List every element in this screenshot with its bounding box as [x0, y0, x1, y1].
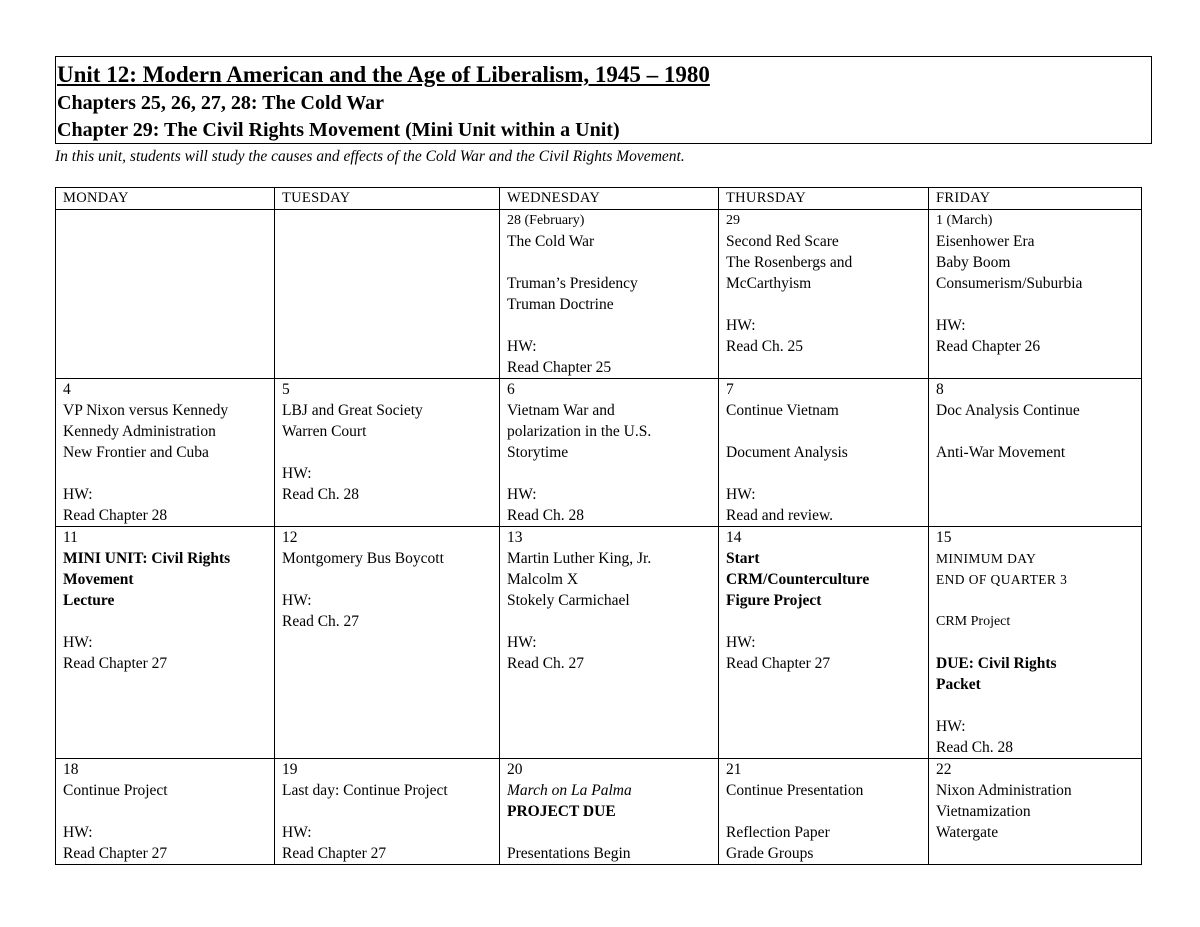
- cell-line: Doc Analysis Continue: [936, 402, 1080, 419]
- cell-line: HW:: [63, 634, 93, 651]
- calendar-week-row: [56, 759, 1142, 865]
- day-cell-monday: [56, 759, 275, 865]
- cell-line: Watergate: [936, 824, 999, 841]
- cell-line: HW:: [936, 718, 966, 735]
- day-number: 18: [63, 761, 79, 778]
- cell-line: Read Chapter 27: [63, 845, 168, 862]
- cell-line: HW:: [726, 317, 756, 334]
- cell-line: [726, 421, 928, 442]
- cell-line: [936, 421, 1141, 442]
- cell-line: [507, 822, 718, 843]
- day-cell-wednesday: [500, 527, 719, 759]
- cell-line: [936, 632, 1141, 653]
- calendar-header-row: [56, 188, 1142, 210]
- day-number: 12: [282, 529, 298, 546]
- cell-line: END OF QUARTER 3: [936, 572, 1068, 587]
- day-cell-wednesday: [500, 210, 719, 379]
- day-header-wednesday: WEDNESDAY: [500, 188, 719, 210]
- day-number: 22: [936, 761, 952, 778]
- day-number: 6: [507, 381, 515, 398]
- cell-line: Read Ch. 27: [282, 613, 360, 630]
- day-number: 11: [63, 529, 78, 546]
- cell-line: Baby Boom: [936, 254, 1011, 271]
- cell-line: HW:: [282, 592, 312, 609]
- cell-line: HW:: [936, 317, 966, 334]
- cell-line: Nixon Administration: [936, 782, 1072, 799]
- day-cell-thursday: [719, 527, 929, 759]
- cell-line: March on La Palma: [507, 782, 632, 799]
- day-header-friday: FRIDAY: [929, 188, 1142, 210]
- day-number: 14: [726, 529, 742, 546]
- cell-line: Read and review.: [726, 507, 834, 524]
- cell-line: Kennedy Administration: [63, 423, 216, 440]
- day-number: 29: [726, 213, 740, 228]
- day-cell-wednesday: [500, 759, 719, 865]
- cell-line: polarization in the U.S.: [507, 423, 652, 440]
- cell-line: [726, 801, 928, 822]
- cell-line: [936, 294, 1141, 315]
- cell-line: Last day: Continue Project: [282, 782, 448, 799]
- cell-line: Reflection Paper: [726, 824, 830, 841]
- day-cell-tuesday: [275, 379, 500, 527]
- cell-line: Anti-War Movement: [936, 444, 1066, 461]
- cell-line: [507, 252, 718, 273]
- day-cell-monday: [56, 527, 275, 759]
- day-cell-tuesday: [275, 759, 500, 865]
- unit-description: In this unit, students will study the causes and effects of the Cold War and the Civil Rights Movement.: [55, 148, 685, 165]
- cell-line: Read Ch. 28: [507, 507, 585, 524]
- cell-line: Read Chapter 27: [726, 655, 831, 672]
- cell-line: [936, 590, 1141, 611]
- cell-line: Stokely Carmichael: [507, 592, 630, 609]
- day-number: 20: [507, 761, 523, 778]
- cell-line: [507, 611, 718, 632]
- cell-line: PROJECT DUE: [507, 803, 616, 820]
- cell-line: Read Ch. 28: [282, 486, 360, 503]
- cell-line: Read Chapter 28: [63, 507, 168, 524]
- cell-line: HW:: [507, 486, 537, 503]
- day-number: 28 (February): [507, 213, 585, 228]
- day-header-thursday: THURSDAY: [719, 188, 929, 210]
- day-number: 19: [282, 761, 298, 778]
- cell-line: HW:: [507, 338, 537, 355]
- cell-line: Continue Project: [63, 782, 168, 799]
- cell-line: MINIMUM DAY: [936, 551, 1037, 566]
- cell-line: Martin Luther King, Jr.: [507, 550, 652, 567]
- day-number: 15: [936, 529, 952, 546]
- day-header-monday: MONDAY: [56, 188, 275, 210]
- day-cell-friday: [929, 210, 1142, 379]
- cell-line: Storytime: [507, 444, 569, 461]
- cell-line: MINI UNIT: Civil Rights: [63, 550, 231, 567]
- cell-line: HW:: [282, 824, 312, 841]
- cell-line: Presentations Begin: [507, 845, 631, 862]
- day-number: 1 (March): [936, 213, 993, 228]
- cell-line: Read Ch. 28: [936, 739, 1014, 756]
- cell-line: LBJ and Great Society: [282, 402, 423, 419]
- day-cell-tuesday: [275, 210, 500, 379]
- cell-line: [63, 611, 274, 632]
- cell-line: VP Nixon versus Kennedy: [63, 402, 229, 419]
- cell-line: New Frontier and Cuba: [63, 444, 209, 461]
- cell-line: Eisenhower Era: [936, 233, 1035, 250]
- cell-line: The Rosenbergs and: [726, 254, 853, 271]
- cell-line: Read Ch. 27: [507, 655, 585, 672]
- day-cell-thursday: [719, 759, 929, 865]
- cell-line: [282, 569, 499, 590]
- day-header-tuesday: TUESDAY: [275, 188, 500, 210]
- cell-line: Consumerism/Suburbia: [936, 275, 1083, 292]
- cell-line: The Cold War: [507, 233, 595, 250]
- day-number: 7: [726, 381, 734, 398]
- cell-line: [63, 463, 274, 484]
- cell-line: [507, 463, 718, 484]
- cell-line: CRM Project: [936, 614, 1011, 629]
- cell-line: Second Red Scare: [726, 233, 839, 250]
- cell-line: Read Chapter 26: [936, 338, 1041, 355]
- cell-line: [507, 315, 718, 336]
- day-cell-thursday: [719, 379, 929, 527]
- cell-line: [726, 611, 928, 632]
- cell-line: [936, 695, 1141, 716]
- cell-line: HW:: [63, 824, 93, 841]
- calendar-week-row: [56, 527, 1142, 759]
- cell-line: HW:: [282, 465, 312, 482]
- cell-line: Movement: [63, 571, 134, 588]
- day-number: 13: [507, 529, 523, 546]
- calendar-table: [55, 187, 1142, 865]
- cell-line: Read Ch. 25: [726, 338, 804, 355]
- cell-line: Grade Groups: [726, 845, 814, 862]
- cell-line: [63, 801, 274, 822]
- cell-line: Continue Vietnam: [726, 402, 839, 419]
- cell-line: McCarthyism: [726, 275, 812, 292]
- cell-line: [726, 463, 928, 484]
- day-cell-friday: [929, 527, 1142, 759]
- cell-line: Malcolm X: [507, 571, 579, 588]
- cell-line: Vietnam War and: [507, 402, 615, 419]
- civil-rights-subtitle: Chapter 29: The Civil Rights Movement (Mini Unit within a Unit): [57, 119, 620, 141]
- cell-line: Figure Project: [726, 592, 822, 609]
- day-cell-wednesday: [500, 379, 719, 527]
- cell-line: Read Chapter 27: [63, 655, 168, 672]
- day-cell-monday: [56, 210, 275, 379]
- cell-line: Montgomery Bus Boycott: [282, 550, 444, 567]
- cell-line: [726, 294, 928, 315]
- day-cell-tuesday: [275, 527, 500, 759]
- cell-line: Continue Presentation: [726, 782, 864, 799]
- cell-line: Vietnamization: [936, 803, 1031, 820]
- cell-line: DUE: Civil Rights: [936, 655, 1057, 672]
- cell-line: Start: [726, 550, 760, 567]
- cell-line: Read Chapter 25: [507, 359, 612, 376]
- cell-line: Read Chapter 27: [282, 845, 387, 862]
- day-cell-friday: [929, 379, 1142, 527]
- cell-line: HW:: [63, 486, 93, 503]
- cell-line: HW:: [726, 486, 756, 503]
- cell-line: HW:: [507, 634, 537, 651]
- day-number: 21: [726, 761, 742, 778]
- unit-title: Unit 12: Modern American and the Age of Liberalism, 1945 – 1980: [57, 62, 710, 87]
- cell-line: CRM/Counterculture: [726, 571, 870, 588]
- day-cell-friday: [929, 759, 1142, 865]
- day-cell-monday: [56, 379, 275, 527]
- day-number: 5: [282, 381, 290, 398]
- day-number: 4: [63, 381, 71, 398]
- cell-line: Truman’s Presidency: [507, 275, 638, 292]
- cell-line: Document Analysis: [726, 444, 848, 461]
- day-number: 8: [936, 381, 944, 398]
- unit-header: [55, 56, 1152, 144]
- day-cell-thursday: [719, 210, 929, 379]
- calendar-week-row: [56, 379, 1142, 527]
- cell-line: Warren Court: [282, 423, 367, 440]
- cell-line: Truman Doctrine: [507, 296, 614, 313]
- cell-line: Packet: [936, 676, 981, 693]
- chapters-subtitle: Chapters 25, 26, 27, 28: The Cold War: [57, 92, 385, 114]
- calendar-week-row: [56, 210, 1142, 379]
- cell-line: HW:: [726, 634, 756, 651]
- cell-line: [282, 801, 499, 822]
- cell-line: [282, 442, 499, 463]
- cell-line: Lecture: [63, 592, 115, 609]
